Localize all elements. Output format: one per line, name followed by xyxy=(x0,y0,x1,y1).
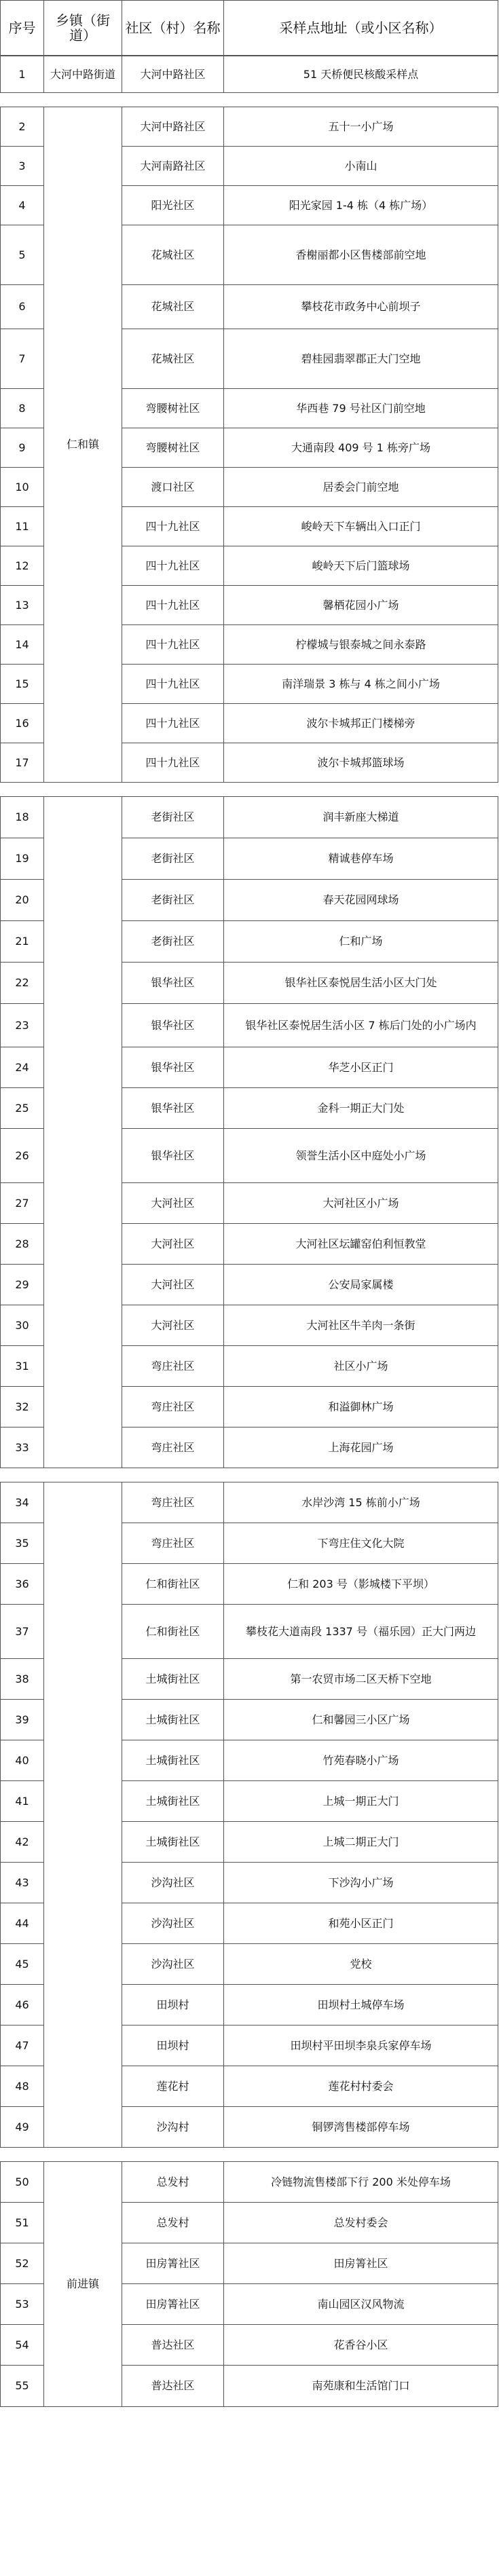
community-name: 银华社区 xyxy=(122,1129,224,1183)
community-name: 仁和街社区 xyxy=(122,1605,224,1659)
header-site: 采样点地址（或小区名称） xyxy=(224,1,498,56)
table-row xyxy=(1,2162,498,2203)
community-name: 弯庄社区 xyxy=(122,1482,224,1523)
community-name: 土城街社区 xyxy=(122,1740,224,1781)
row-number: 26 xyxy=(1,1129,44,1183)
community-name: 老街社区 xyxy=(122,838,224,880)
page-gap xyxy=(0,1468,499,1482)
community-name: 阳光社区 xyxy=(122,186,224,225)
sampling-site: 柠檬城与银泰城之间永泰路 xyxy=(224,625,498,665)
site-table-block xyxy=(0,2161,498,2407)
community-name: 渡口社区 xyxy=(122,468,224,507)
sampling-site: 下弯庄住文化大院 xyxy=(224,1523,498,1564)
sampling-site: 香榭丽都小区售楼部前空地 xyxy=(224,225,498,285)
town-cell xyxy=(44,1482,122,2148)
community-name: 普达社区 xyxy=(122,2325,224,2366)
sampling-site: 冷链物流售楼部下行 200 米处停车场 xyxy=(224,2162,498,2203)
community-name: 花城社区 xyxy=(122,329,224,389)
row-number: 45 xyxy=(1,1944,44,1985)
table-row xyxy=(1,1482,498,1523)
row-number: 35 xyxy=(1,1523,44,1564)
row-number: 3 xyxy=(1,147,44,186)
row-number: 24 xyxy=(1,1047,44,1088)
community-name: 沙沟村 xyxy=(122,2107,224,2148)
row-number: 33 xyxy=(1,1427,44,1468)
row-number: 21 xyxy=(1,921,44,963)
sampling-site: 莲花村村委会 xyxy=(224,2066,498,2107)
community-name: 银华社区 xyxy=(122,1004,224,1047)
sampling-site: 田坝村土城停车场 xyxy=(224,1985,498,2026)
sampling-site: 社区小广场 xyxy=(224,1346,498,1387)
sampling-site: 南山园区汉风物流 xyxy=(224,2284,498,2325)
row-number: 10 xyxy=(1,468,44,507)
table-row xyxy=(1,797,498,838)
row-number: 42 xyxy=(1,1822,44,1863)
row-number: 40 xyxy=(1,1740,44,1781)
row-number: 41 xyxy=(1,1781,44,1822)
sampling-site: 51 天桥便民核酸采样点 xyxy=(224,56,498,93)
community-name: 四十九社区 xyxy=(122,586,224,625)
community-name: 田坝村 xyxy=(122,1985,224,2026)
row-number: 8 xyxy=(1,389,44,428)
page-gap xyxy=(0,783,499,796)
row-number: 5 xyxy=(1,225,44,285)
sampling-site: 竹苑春晓小广场 xyxy=(224,1740,498,1781)
sampling-site: 第一农贸市场二区天桥下空地 xyxy=(224,1659,498,1700)
town-cell: 大河中路街道 xyxy=(44,56,122,93)
row-number: 48 xyxy=(1,2066,44,2107)
community-name: 弯庄社区 xyxy=(122,1387,224,1427)
row-number: 47 xyxy=(1,2026,44,2066)
community-name: 大河社区 xyxy=(122,1265,224,1305)
header-community: 社区（村）名称 xyxy=(122,1,224,56)
community-name: 莲花村 xyxy=(122,2066,224,2107)
sampling-site: 领誉生活小区中庭处小广场 xyxy=(224,1129,498,1183)
community-name: 四十九社区 xyxy=(122,665,224,704)
page-gap xyxy=(0,2148,499,2161)
sampling-site: 金科一期正大门处 xyxy=(224,1088,498,1129)
row-number: 39 xyxy=(1,1700,44,1740)
sampling-site: 大河社区坛罐窑伯利恒教堂 xyxy=(224,1224,498,1265)
row-number: 9 xyxy=(1,428,44,468)
row-number: 50 xyxy=(1,2162,44,2203)
town-cell xyxy=(44,797,122,1468)
table-row xyxy=(1,107,498,147)
community-name: 大河南路社区 xyxy=(122,147,224,186)
sampling-site: 大河社区牛羊肉一条街 xyxy=(224,1305,498,1346)
sampling-site: 和溢御林广场 xyxy=(224,1387,498,1427)
sampling-site: 南洋瑞景 3 栋与 4 栋之间小广场 xyxy=(224,665,498,704)
sampling-site: 水岸沙湾 15 栋前小广场 xyxy=(224,1482,498,1523)
sampling-site: 波尔卡城邦正门楼梯旁 xyxy=(224,704,498,743)
community-name: 田坝村 xyxy=(122,2026,224,2066)
site-table-block xyxy=(0,56,498,93)
community-name: 花城社区 xyxy=(122,285,224,329)
row-number: 16 xyxy=(1,704,44,743)
sampling-site: 居委会门前空地 xyxy=(224,468,498,507)
community-name: 银华社区 xyxy=(122,963,224,1004)
row-number: 29 xyxy=(1,1265,44,1305)
community-name: 银华社区 xyxy=(122,1047,224,1088)
row-number: 38 xyxy=(1,1659,44,1700)
row-number: 13 xyxy=(1,586,44,625)
row-number: 31 xyxy=(1,1346,44,1387)
community-name: 仁和街社区 xyxy=(122,1564,224,1605)
sampling-site: 上城一期正大门 xyxy=(224,1781,498,1822)
row-number: 34 xyxy=(1,1482,44,1523)
sampling-site: 馨栖花园小广场 xyxy=(224,586,498,625)
community-name: 大河社区 xyxy=(122,1305,224,1346)
row-number: 18 xyxy=(1,797,44,838)
community-name: 四十九社区 xyxy=(122,704,224,743)
community-name: 沙沟社区 xyxy=(122,1944,224,1985)
row-number: 32 xyxy=(1,1387,44,1427)
sampling-site: 公安局家属楼 xyxy=(224,1265,498,1305)
community-name: 土城街社区 xyxy=(122,1659,224,1700)
row-number: 15 xyxy=(1,665,44,704)
community-name: 田房箐社区 xyxy=(122,2243,224,2284)
sampling-site: 碧桂园翡翠郡正大门空地 xyxy=(224,329,498,389)
header-row xyxy=(1,1,498,56)
sampling-site: 党校 xyxy=(224,1944,498,1985)
row-number: 28 xyxy=(1,1224,44,1265)
row-number: 1 xyxy=(1,56,44,93)
community-name: 银华社区 xyxy=(122,1088,224,1129)
row-number: 52 xyxy=(1,2243,44,2284)
row-number: 43 xyxy=(1,1863,44,1903)
sampling-site: 田坝村平田坝李泉兵家停车场 xyxy=(224,2026,498,2066)
row-number: 30 xyxy=(1,1305,44,1346)
sampling-site: 大河社区小广场 xyxy=(224,1183,498,1224)
community-name: 弯庄社区 xyxy=(122,1523,224,1564)
community-name: 大河社区 xyxy=(122,1224,224,1265)
sampling-site: 精诚巷停车场 xyxy=(224,838,498,880)
sampling-site: 上海花园广场 xyxy=(224,1427,498,1468)
row-number: 54 xyxy=(1,2325,44,2366)
header-no: 序号 xyxy=(1,1,44,56)
sampling-site: 花香谷小区 xyxy=(224,2325,498,2366)
sampling-site: 大通南段 409 号 1 栋旁广场 xyxy=(224,428,498,468)
sampling-site: 银华社区泰悦居生活小区大门处 xyxy=(224,963,498,1004)
community-name: 大河社区 xyxy=(122,1183,224,1224)
sampling-site: 五十一小广场 xyxy=(224,107,498,147)
community-name: 四十九社区 xyxy=(122,625,224,665)
sampling-site: 峻岭天下车辆出入口正门 xyxy=(224,507,498,546)
header-town: 乡镇（街道） xyxy=(44,1,122,56)
row-number: 51 xyxy=(1,2203,44,2243)
sampling-site: 阳光家园 1-4 栋（4 栋广场） xyxy=(224,186,498,225)
row-number: 53 xyxy=(1,2284,44,2325)
row-number: 17 xyxy=(1,743,44,783)
town-cell: 仁和镇 xyxy=(44,107,122,783)
community-name: 土城街社区 xyxy=(122,1781,224,1822)
row-number: 23 xyxy=(1,1004,44,1047)
community-name: 花城社区 xyxy=(122,225,224,285)
community-name: 四十九社区 xyxy=(122,743,224,783)
community-name: 弯庄社区 xyxy=(122,1346,224,1387)
site-table-block xyxy=(0,1482,498,2148)
site-table-block xyxy=(0,107,498,783)
table-row xyxy=(1,56,498,93)
sampling-site: 上城二期正大门 xyxy=(224,1822,498,1863)
header-table xyxy=(0,0,498,56)
row-number: 7 xyxy=(1,329,44,389)
row-number: 4 xyxy=(1,186,44,225)
sampling-site: 仁和广场 xyxy=(224,921,498,963)
community-name: 四十九社区 xyxy=(122,507,224,546)
community-name: 弯腰树社区 xyxy=(122,428,224,468)
row-number: 25 xyxy=(1,1088,44,1129)
page-gap xyxy=(0,93,499,107)
sampling-site: 和苑小区正门 xyxy=(224,1903,498,1944)
row-number: 37 xyxy=(1,1605,44,1659)
community-name: 四十九社区 xyxy=(122,546,224,586)
community-name: 总发村 xyxy=(122,2203,224,2243)
community-name: 弯庄社区 xyxy=(122,1427,224,1468)
community-name: 沙沟社区 xyxy=(122,1903,224,1944)
sampling-site: 田房箐社区 xyxy=(224,2243,498,2284)
community-name: 老街社区 xyxy=(122,880,224,921)
town-cell: 前进镇 xyxy=(44,2162,122,2407)
sampling-site: 峻岭天下后门篮球场 xyxy=(224,546,498,586)
row-number: 12 xyxy=(1,546,44,586)
community-name: 老街社区 xyxy=(122,921,224,963)
row-number: 11 xyxy=(1,507,44,546)
row-number: 20 xyxy=(1,880,44,921)
row-number: 55 xyxy=(1,2366,44,2407)
site-table-block xyxy=(0,796,498,1468)
row-number: 27 xyxy=(1,1183,44,1224)
sampling-site: 华芝小区正门 xyxy=(224,1047,498,1088)
sampling-site: 春天花园网球场 xyxy=(224,880,498,921)
row-number: 14 xyxy=(1,625,44,665)
sampling-site: 波尔卡城邦篮球场 xyxy=(224,743,498,783)
row-number: 49 xyxy=(1,2107,44,2148)
community-name: 沙沟社区 xyxy=(122,1863,224,1903)
sampling-site: 攀枝花大道南段 1337 号（福乐园）正大门两边 xyxy=(224,1605,498,1659)
community-name: 土城街社区 xyxy=(122,1822,224,1863)
row-number: 44 xyxy=(1,1903,44,1944)
community-name: 大河中路社区 xyxy=(122,56,224,93)
community-name: 大河中路社区 xyxy=(122,107,224,147)
sampling-site: 总发村委会 xyxy=(224,2203,498,2243)
sampling-site: 下沙沟小广场 xyxy=(224,1863,498,1903)
sampling-site: 小南山 xyxy=(224,147,498,186)
sampling-site: 攀枝花市政务中心前坝子 xyxy=(224,285,498,329)
sampling-site: 华西巷 79 号社区门前空地 xyxy=(224,389,498,428)
row-number: 36 xyxy=(1,1564,44,1605)
community-name: 普达社区 xyxy=(122,2366,224,2407)
row-number: 2 xyxy=(1,107,44,147)
row-number: 46 xyxy=(1,1985,44,2026)
row-number: 19 xyxy=(1,838,44,880)
row-number: 6 xyxy=(1,285,44,329)
community-name: 老街社区 xyxy=(122,797,224,838)
community-name: 弯腰树社区 xyxy=(122,389,224,428)
sampling-site: 仁和 203 号（影城楼下平坝） xyxy=(224,1564,498,1605)
sampling-site: 南苑康和生活馆门口 xyxy=(224,2366,498,2407)
sampling-site: 银华社区泰悦居生活小区 7 栋后门处的小广场内 xyxy=(224,1004,498,1047)
community-name: 土城街社区 xyxy=(122,1700,224,1740)
community-name: 田房箐社区 xyxy=(122,2284,224,2325)
sampling-site: 润丰新座大梯道 xyxy=(224,797,498,838)
sampling-site: 仁和馨园三小区广场 xyxy=(224,1700,498,1740)
community-name: 总发村 xyxy=(122,2162,224,2203)
row-number: 22 xyxy=(1,963,44,1004)
sampling-site: 铜锣湾售楼部停车场 xyxy=(224,2107,498,2148)
